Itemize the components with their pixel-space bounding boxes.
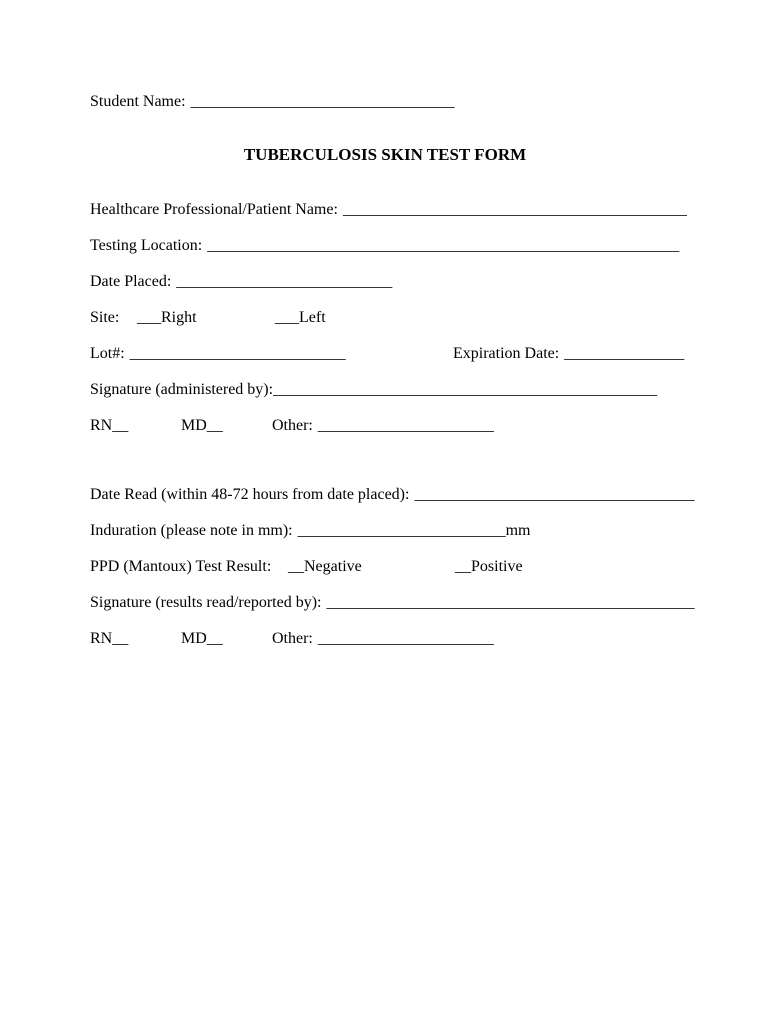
signature-administered-label: Signature (administered by):	[90, 381, 274, 398]
expiration-label: Expiration Date:	[453, 345, 560, 362]
ppd-positive-option[interactable]: __Positive	[455, 558, 523, 575]
date-placed-label: Date Placed:	[90, 273, 172, 290]
student-name-blank[interactable]: _________________________________	[190, 93, 455, 110]
induration-label: Induration (please note in mm):	[90, 522, 293, 539]
healthcare-name-row	[90, 200, 687, 220]
student-name-row	[90, 92, 678, 112]
other-group	[272, 416, 494, 436]
student-name-label: Student Name:	[90, 93, 186, 110]
date-read-row	[90, 485, 695, 505]
rn-option-results[interactable]: RN__	[90, 630, 129, 647]
lot-expiration-row	[0, 344, 770, 364]
induration-blank[interactable]: __________________________	[297, 522, 506, 539]
testing-location-row	[90, 236, 678, 256]
induration-row	[90, 521, 678, 541]
md-option[interactable]: MD__	[181, 417, 223, 434]
signature-administered-row	[90, 380, 678, 400]
signature-results-label: Signature (results read/reported by):	[90, 594, 322, 611]
site-left-option[interactable]: ___Left	[275, 309, 326, 326]
rn-option[interactable]: RN__	[90, 417, 129, 434]
credentials-row-results	[0, 629, 770, 649]
healthcare-name-blank[interactable]: ___________________________________________	[342, 201, 687, 218]
ppd-result-label: PPD (Mantoux) Test Result:	[90, 558, 272, 575]
site-label: Site:	[90, 309, 120, 326]
signature-administered-blank[interactable]: ________________________________________________	[273, 381, 658, 398]
testing-location-blank[interactable]: ___________________________________________________________	[207, 237, 680, 254]
date-read-blank[interactable]: ___________________________________	[414, 486, 695, 503]
lot-blank[interactable]: ___________________________	[129, 345, 346, 362]
date-read-label: Date Read (within 48-72 hours from date placed):	[90, 486, 410, 503]
induration-unit-label: mm	[505, 522, 531, 539]
other-group-results	[272, 629, 494, 649]
healthcare-name-label: Healthcare Professional/Patient Name:	[90, 201, 338, 218]
md-option-results[interactable]: MD__	[181, 630, 223, 647]
form-title: TUBERCULOSIS SKIN TEST FORM	[243, 145, 527, 164]
ppd-result-row	[0, 557, 770, 577]
other-label: Other:	[272, 417, 313, 434]
credentials-row-administered	[0, 416, 770, 436]
lot-label: Lot#:	[90, 345, 125, 362]
expiration-blank[interactable]: _______________	[564, 345, 685, 362]
lot-group	[90, 344, 346, 364]
site-row	[0, 308, 770, 328]
testing-location-label: Testing Location:	[90, 237, 203, 254]
site-right-option[interactable]: ___Right	[137, 309, 197, 326]
ppd-negative-option[interactable]: __Negative	[288, 558, 362, 575]
other-blank-results[interactable]: ______________________	[317, 630, 494, 647]
date-placed-row	[90, 272, 678, 292]
signature-results-blank[interactable]: ______________________________________________	[326, 594, 695, 611]
signature-results-row	[90, 593, 695, 613]
expiration-group	[453, 344, 684, 364]
date-placed-blank[interactable]: ___________________________	[176, 273, 393, 290]
other-blank[interactable]: ______________________	[317, 417, 494, 434]
other-label-results: Other:	[272, 630, 313, 647]
